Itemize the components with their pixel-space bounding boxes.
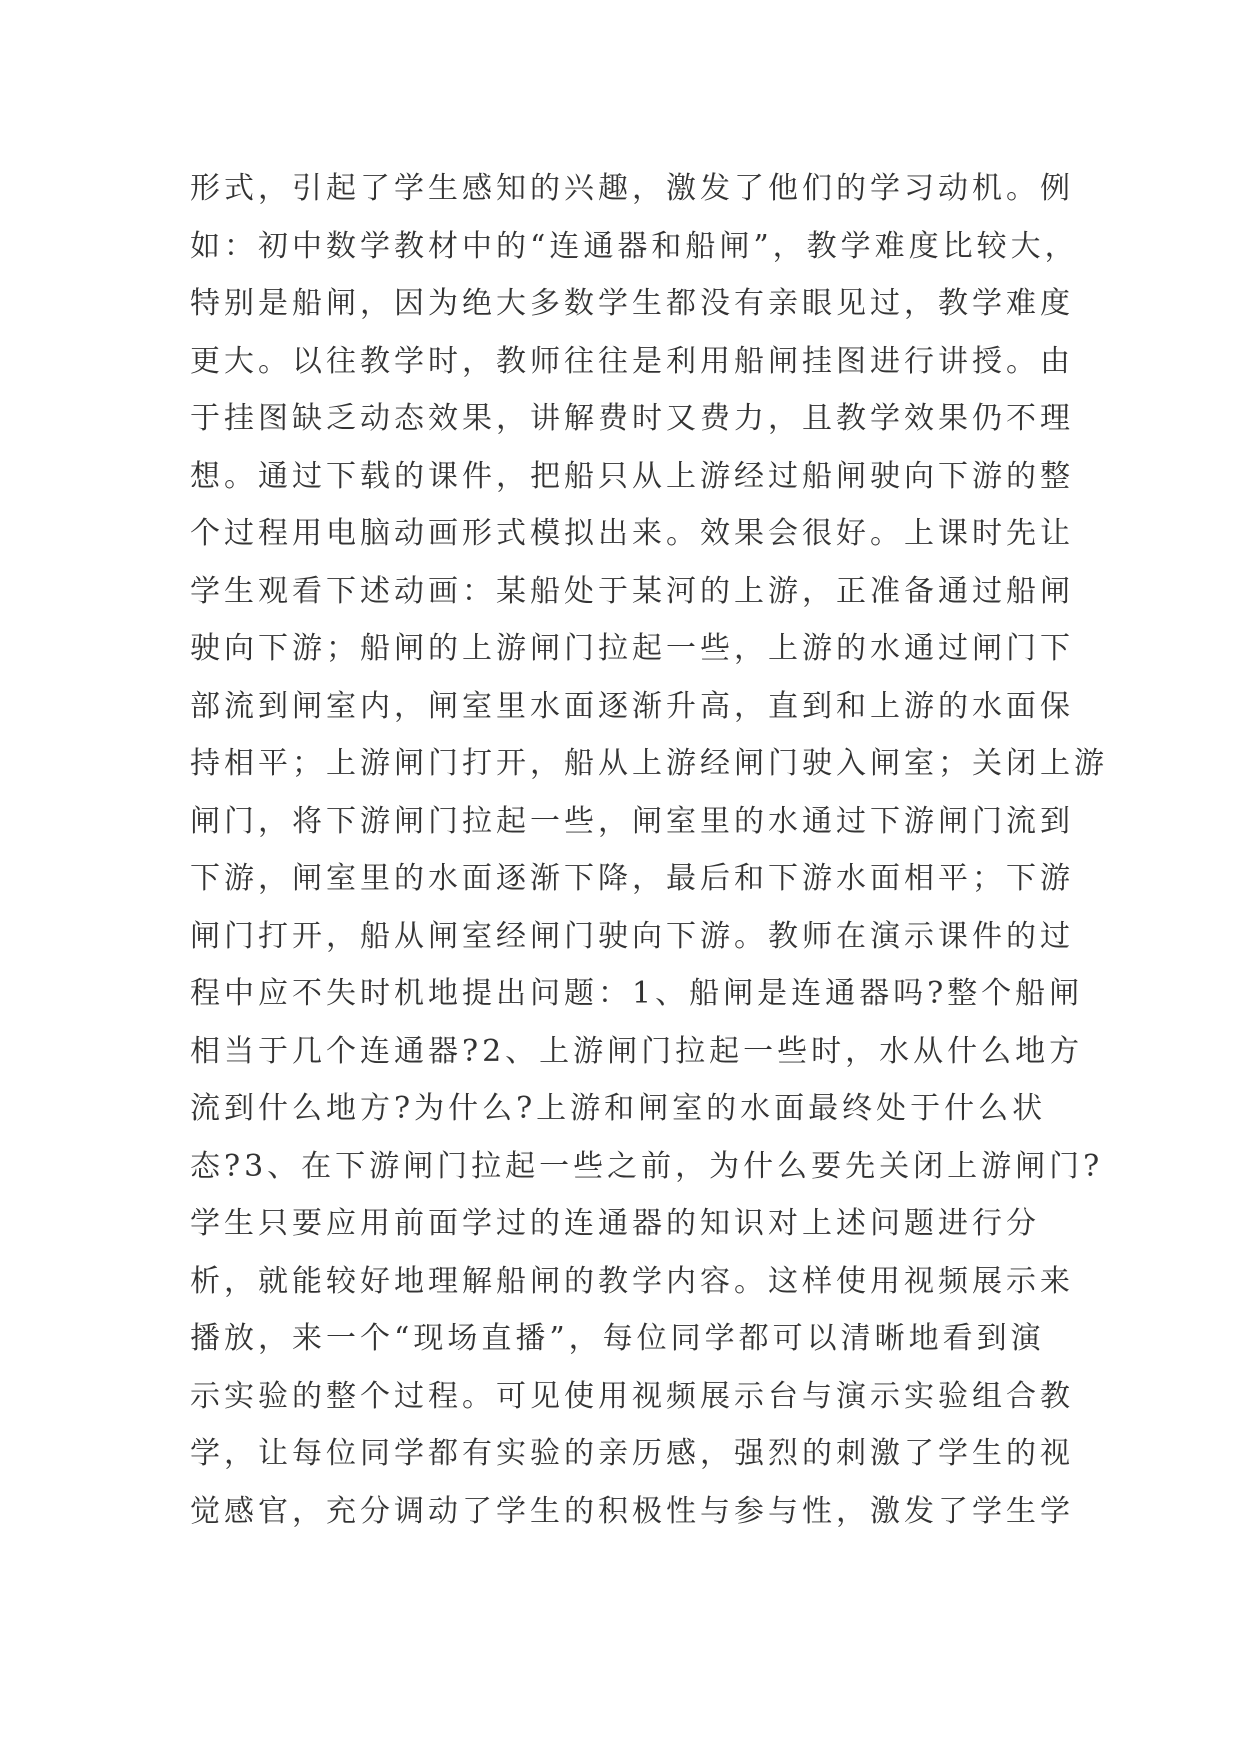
text-line: 相当于几个连通器?2、上游闸门拉起一些时，水从什么地方 <box>190 1033 1084 1069</box>
text-line: 学生观看下述动画：某船处于某河的上游，正准备通过船闸 <box>190 573 1074 609</box>
text-line: 于挂图缺乏动态效果，讲解费时又费力，且教学效果仍不理 <box>190 401 1074 436</box>
body-text <box>190 160 1108 1540</box>
text-line: 闸门，将下游闸门拉起一些，闸室里的水通过下游闸门流到 <box>190 803 1074 839</box>
text-line: 析，就能较好地理解船闸的教学内容。这样使用视频展示来 <box>190 1263 1074 1299</box>
text-line: 示实验的整个过程。可见使用视频展示台与演示实验组合教 <box>190 1378 1074 1414</box>
text-line: 如：初中数学教材中的“连通器和船闸”，教学难度比较大， <box>190 228 1079 264</box>
text-line: 学，让每位同学都有实验的亲历感，强烈的刺激了学生的视 <box>190 1436 1074 1471</box>
text-line: 态?3、在下游闸门拉起一些之前，为什么要先关闭上游闸门? <box>190 1148 1104 1184</box>
text-line: 播放，来一个“现场直播”，每位同学都可以清晰地看到演 <box>190 1321 1045 1356</box>
text-line: 特别是船闸，因为绝大多数学生都没有亲眼见过，教学难度 <box>190 286 1074 321</box>
text-line: 部流到闸室内，闸室里水面逐渐升高，直到和上游的水面保 <box>190 688 1074 724</box>
text-line: 下游，闸室里的水面逐渐下降，最后和下游水面相平；下游 <box>190 861 1074 896</box>
text-line: 持相平；上游闸门打开，船从上游经闸门驶入闸室；关闭上游 <box>190 746 1108 781</box>
text-line: 个过程用电脑动画形式模拟出来。效果会很好。上课时先让 <box>190 516 1074 551</box>
text-line: 驶向下游；船闸的上游闸门拉起一些，上游的水通过闸门下 <box>190 631 1074 666</box>
text-line: 想。通过下载的课件，把船只从上游经过船闸驶向下游的整 <box>190 458 1074 494</box>
text-line: 闸门打开，船从闸室经闸门驶向下游。教师在演示课件的过 <box>190 918 1074 954</box>
text-line: 程中应不失时机地提出问题：1、船闸是连通器吗?整个船闸 <box>190 976 1084 1011</box>
text-line: 更大。以往教学时，教师往往是利用船闸挂图进行讲授。由 <box>190 343 1074 379</box>
text-line: 学生只要应用前面学过的连通器的知识对上述问题进行分 <box>190 1206 1040 1241</box>
text-line: 形式，引起了学生感知的兴趣，激发了他们的学习动机。例 <box>190 171 1074 206</box>
text-line: 觉感官，充分调动了学生的积极性与参与性，激发了学生学 <box>190 1493 1074 1529</box>
text-line: 流到什么地方?为什么?上游和闸室的水面最终处于什么状 <box>190 1091 1047 1126</box>
